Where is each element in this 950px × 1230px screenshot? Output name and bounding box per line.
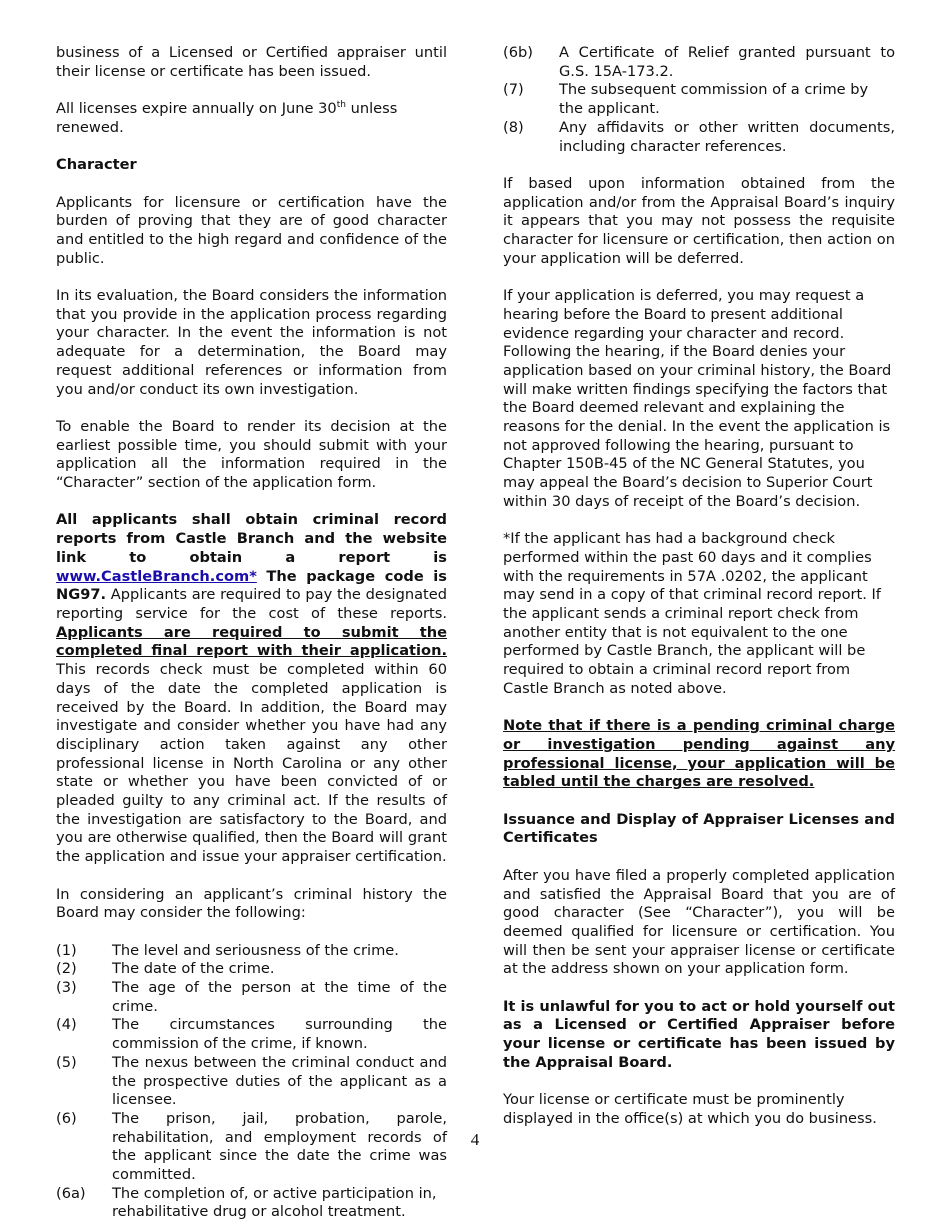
list-item-number: (6): [56, 1109, 77, 1127]
page-number: 4: [470, 1130, 480, 1149]
paragraph-submit-info: To enable the Board to render its decision at the earliest possible time, you should submit with your application all the information required in the “Character” section of the application form.: [56, 417, 447, 492]
criminal-record-bold: All applicants shall obtain criminal record reports from Castle Branch and the website link to obtain a report is: [56, 511, 447, 566]
list-item-number: (6a): [56, 1184, 86, 1202]
expiry-text-end: unless renewed.: [56, 100, 398, 136]
paragraph-burden: Applicants for licensure or certification have the burden of proving that they are of good character and entitled to the high regard and confidence of the public.: [56, 193, 447, 267]
paragraph-hearing: If your application is deferred, you may request a hearing before the Board to present additional evidence regarding your character and record. Following the hearing, if the Board denies your application based on your criminal history, the Board will make written findings specifying the factors that the Board deemed relevant and explaining the reasons for the denial. In the event the application is not approved following the hearing, pursuant to Chapter 150B-45 of the NC General Statutes, you may appeal the Board’s decision to Superior Court within 30 days of receipt of the Board’s decision.: [503, 287, 892, 510]
list-item-text: The date of the crime.: [112, 960, 275, 978]
paragraph-license-issued: business of a Licensed or Certified appraiser until their license or certificate has been issued.: [56, 44, 447, 80]
list-item-number: (6b): [503, 44, 533, 61]
list-item-number: (1): [56, 941, 77, 959]
list-item: [56, 979, 447, 1016]
list-item: [56, 960, 447, 979]
left-column: [56, 44, 447, 1222]
list-item-number: (5): [56, 1053, 77, 1071]
list-item-text: The completion of, or active participation in, rehabilitative drug or alcohol treatment.: [112, 1184, 437, 1221]
list-item: [56, 1054, 447, 1110]
list-item-text: The circumstances surrounding the commission of the crime, if known.: [112, 1016, 447, 1053]
paragraph-background-check: *If the applicant has had a background check performed within the past 60 days and it complies with the requirements in 57A .0202, the applicant may send in a copy of that criminal record report. If the applicant sends a criminal report check from another entity that is not equivalent to the one performed by Castle Branch, the applicant will be required to obtain a criminal record report from Castle Branch as noted above.: [503, 530, 881, 697]
criteria-list-right: [503, 44, 895, 156]
heading-character: Character: [56, 156, 137, 174]
list-item-text: The prison, jail, probation, parole, rehabilitation, and employment records of the applicant since the date the crime was committed.: [112, 1109, 447, 1184]
castlebranch-link[interactable]: www.CastleBranch.com*: [56, 567, 257, 585]
criminal-record-text-cont: This records check must be completed within 60 days of the date the completed application is received by the Board. In addition, the Board may investigate and consider whether you have had any disciplinary action taken against any other professional license in North Carolina or any other state or whether you have been convicted of or pleaded guilty to any criminal act. If the results of the investigation are satisfactory to the Board, and you are otherwise qualified, then the Board will grant the application and issue your appraiser certification.: [56, 661, 447, 866]
paragraph-deferred: If based upon information obtained from the application and/or from the Appraisal Board’s inquiry it appears that you may not possess the requisite character for licensure or certification, then action on your application will be deferred.: [503, 174, 895, 267]
list-item-number: (2): [56, 960, 77, 978]
notice-unlawful: It is unlawful for you to act or hold yourself out as a Licensed or Certified Appraiser before your license or certificate has been issued by the Appraisal Board.: [503, 997, 895, 1071]
list-item-text: Any affidavits or other written documents, including character references.: [559, 118, 895, 155]
paragraph-criminal-history-intro: In considering an applicant’s criminal history the Board may consider the following:: [56, 885, 447, 922]
list-item-number: (4): [56, 1016, 77, 1034]
expiry-text: All licenses expire annually on June 30: [56, 100, 337, 118]
right-column: [503, 44, 895, 1147]
expiry-superscript: th: [336, 100, 346, 111]
list-item: [56, 1185, 447, 1222]
paragraph-issuance: After you have filed a properly completed application and satisfied the Appraisal Board that you are of good character (See “Character”), you will be deemed qualified for licensure or certification. You will then be sent your appraiser license or certificate at the address shown on your application form.: [503, 866, 895, 978]
list-item-number: (8): [503, 118, 524, 136]
heading-issuance: Issuance and Display of Appraiser Licenses and Certificates: [503, 810, 895, 847]
paragraph-license-expiry: [56, 100, 447, 137]
list-item: [56, 942, 447, 961]
list-item: [503, 44, 895, 81]
paragraph-evaluation: In its evaluation, the Board considers the information that you provide in the application process regarding your character. In the event the information is not adequate for a determination, the Board may request additional references or information from you and/or conduct its own investigation.: [56, 287, 447, 398]
list-item: [56, 1016, 447, 1053]
list-item: [503, 81, 895, 118]
list-item-text: The nexus between the criminal conduct and the prospective duties of the applicant as a licensee.: [112, 1053, 447, 1109]
notice-pending-charge: Note that if there is a pending criminal charge or investigation pending against any professional license, your application will be tabled until the charges are resolved.: [503, 717, 895, 791]
list-item-number: (3): [56, 979, 77, 997]
list-item-text: The age of the person at the time of the crime.: [112, 979, 447, 1015]
paragraph-criminal-record: [56, 511, 447, 866]
submit-final-report-notice: Applicants are required to submit the completed final report with their application.: [56, 623, 447, 660]
paragraph-display-license: Your license or certificate must be prominently displayed in the office(s) at which you do business.: [503, 1091, 877, 1127]
list-item-text: A Certificate of Relief granted pursuant to G.S. 15A-173.2.: [559, 44, 895, 80]
list-item: [503, 119, 895, 156]
criteria-list-left: [56, 942, 447, 1223]
package-code: The package code is NG97.: [56, 567, 447, 604]
list-item-number: (7): [503, 81, 524, 99]
list-item-text: The level and seriousness of the crime.: [112, 941, 399, 959]
list-item-text: The subsequent commission of a crime by the applicant.: [559, 81, 869, 118]
criminal-record-text: Applicants are required to pay the designated reporting service for the cost of these reports.: [56, 586, 447, 622]
